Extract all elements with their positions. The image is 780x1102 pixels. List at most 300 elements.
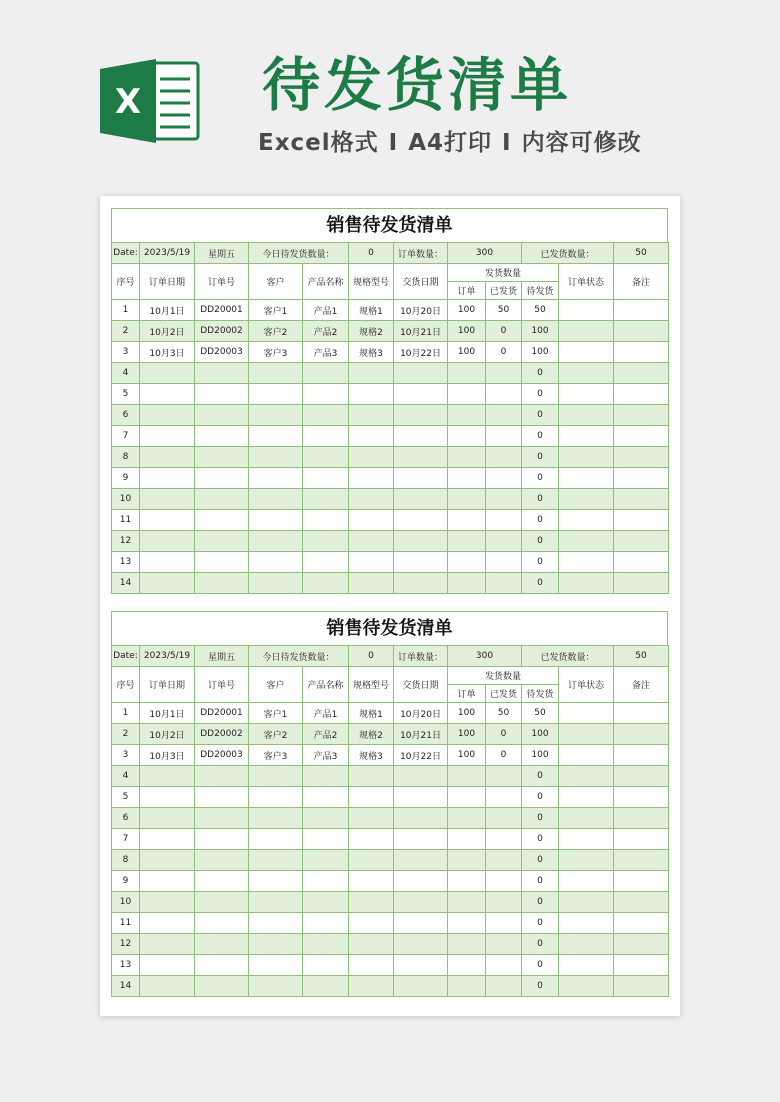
cell-qty-order[interactable] bbox=[448, 976, 486, 997]
cell-qty-order[interactable] bbox=[448, 850, 486, 871]
cell-qty-order[interactable] bbox=[448, 510, 486, 531]
order-count-value[interactable]: 300 bbox=[448, 243, 522, 264]
cell-customer[interactable] bbox=[249, 552, 303, 573]
cell-customer[interactable] bbox=[249, 934, 303, 955]
cell-qty-order[interactable] bbox=[448, 489, 486, 510]
cell-status[interactable] bbox=[559, 384, 614, 405]
cell-order-date[interactable] bbox=[140, 955, 195, 976]
cell-spec[interactable] bbox=[349, 447, 394, 468]
cell-order-date[interactable] bbox=[140, 384, 195, 405]
cell-order-date[interactable]: 10月3日 bbox=[140, 745, 195, 766]
cell-spec[interactable] bbox=[349, 426, 394, 447]
cell-delivery[interactable] bbox=[394, 934, 448, 955]
cell-spec[interactable] bbox=[349, 892, 394, 913]
cell-customer[interactable] bbox=[249, 913, 303, 934]
cell-spec[interactable] bbox=[349, 808, 394, 829]
cell-remark[interactable] bbox=[614, 724, 669, 745]
cell-order-date[interactable] bbox=[140, 871, 195, 892]
cell-product[interactable] bbox=[303, 426, 349, 447]
cell-status[interactable] bbox=[559, 745, 614, 766]
cell-customer[interactable]: 客户3 bbox=[249, 745, 303, 766]
cell-order-no[interactable] bbox=[195, 850, 249, 871]
cell-qty-pending[interactable]: 0 bbox=[522, 787, 559, 808]
cell-qty-pending[interactable]: 0 bbox=[522, 573, 559, 594]
cell-order-date[interactable] bbox=[140, 976, 195, 997]
cell-qty-pending[interactable]: 50 bbox=[522, 703, 559, 724]
cell-customer[interactable] bbox=[249, 955, 303, 976]
cell-qty-order[interactable] bbox=[448, 913, 486, 934]
cell-product[interactable] bbox=[303, 871, 349, 892]
cell-order-date[interactable] bbox=[140, 829, 195, 850]
cell-remark[interactable] bbox=[614, 342, 669, 363]
cell-spec[interactable]: 规格2 bbox=[349, 724, 394, 745]
cell-qty-order[interactable] bbox=[448, 766, 486, 787]
cell-qty-order[interactable] bbox=[448, 468, 486, 489]
cell-qty-order[interactable] bbox=[448, 426, 486, 447]
cell-qty-shipped[interactable] bbox=[486, 787, 522, 808]
cell-delivery[interactable] bbox=[394, 384, 448, 405]
cell-qty-pending[interactable]: 0 bbox=[522, 405, 559, 426]
cell-order-no[interactable] bbox=[195, 552, 249, 573]
cell-remark[interactable] bbox=[614, 745, 669, 766]
cell-seq[interactable]: 5 bbox=[112, 384, 140, 405]
cell-remark[interactable] bbox=[614, 892, 669, 913]
cell-product[interactable] bbox=[303, 787, 349, 808]
cell-status[interactable] bbox=[559, 531, 614, 552]
cell-qty-shipped[interactable] bbox=[486, 405, 522, 426]
cell-qty-order[interactable] bbox=[448, 405, 486, 426]
cell-qty-pending[interactable]: 0 bbox=[522, 489, 559, 510]
cell-order-date[interactable] bbox=[140, 787, 195, 808]
cell-seq[interactable]: 8 bbox=[112, 447, 140, 468]
cell-spec[interactable] bbox=[349, 468, 394, 489]
cell-customer[interactable] bbox=[249, 787, 303, 808]
cell-order-no[interactable] bbox=[195, 531, 249, 552]
cell-product[interactable] bbox=[303, 405, 349, 426]
cell-order-no[interactable]: DD20003 bbox=[195, 745, 249, 766]
cell-remark[interactable] bbox=[614, 976, 669, 997]
cell-product[interactable] bbox=[303, 934, 349, 955]
cell-delivery[interactable] bbox=[394, 531, 448, 552]
cell-qty-shipped[interactable]: 0 bbox=[486, 321, 522, 342]
cell-qty-pending[interactable]: 0 bbox=[522, 892, 559, 913]
cell-qty-shipped[interactable]: 0 bbox=[486, 724, 522, 745]
cell-qty-shipped[interactable] bbox=[486, 552, 522, 573]
cell-status[interactable] bbox=[559, 934, 614, 955]
cell-qty-order[interactable] bbox=[448, 934, 486, 955]
cell-status[interactable] bbox=[559, 766, 614, 787]
cell-order-no[interactable] bbox=[195, 787, 249, 808]
cell-customer[interactable]: 客户1 bbox=[249, 300, 303, 321]
cell-product[interactable] bbox=[303, 531, 349, 552]
cell-qty-shipped[interactable] bbox=[486, 363, 522, 384]
cell-order-date[interactable] bbox=[140, 363, 195, 384]
cell-remark[interactable] bbox=[614, 913, 669, 934]
cell-spec[interactable] bbox=[349, 573, 394, 594]
cell-qty-order[interactable] bbox=[448, 955, 486, 976]
cell-qty-shipped[interactable] bbox=[486, 934, 522, 955]
cell-spec[interactable] bbox=[349, 829, 394, 850]
cell-remark[interactable] bbox=[614, 447, 669, 468]
cell-order-date[interactable] bbox=[140, 447, 195, 468]
cell-qty-shipped[interactable] bbox=[486, 976, 522, 997]
cell-delivery[interactable] bbox=[394, 787, 448, 808]
cell-status[interactable] bbox=[559, 573, 614, 594]
cell-delivery[interactable]: 10月20日 bbox=[394, 703, 448, 724]
cell-qty-pending[interactable]: 50 bbox=[522, 300, 559, 321]
cell-status[interactable] bbox=[559, 787, 614, 808]
cell-product[interactable] bbox=[303, 892, 349, 913]
cell-qty-order[interactable] bbox=[448, 787, 486, 808]
today-pending-value[interactable]: 0 bbox=[349, 243, 394, 264]
cell-remark[interactable] bbox=[614, 955, 669, 976]
cell-spec[interactable] bbox=[349, 552, 394, 573]
cell-remark[interactable] bbox=[614, 829, 669, 850]
cell-qty-shipped[interactable] bbox=[486, 510, 522, 531]
cell-qty-pending[interactable]: 0 bbox=[522, 934, 559, 955]
cell-order-date[interactable] bbox=[140, 405, 195, 426]
cell-qty-pending[interactable]: 0 bbox=[522, 829, 559, 850]
cell-status[interactable] bbox=[559, 489, 614, 510]
cell-qty-shipped[interactable] bbox=[486, 468, 522, 489]
cell-delivery[interactable] bbox=[394, 913, 448, 934]
cell-order-date[interactable] bbox=[140, 426, 195, 447]
cell-qty-shipped[interactable] bbox=[486, 829, 522, 850]
cell-remark[interactable] bbox=[614, 321, 669, 342]
cell-seq[interactable]: 10 bbox=[112, 489, 140, 510]
cell-status[interactable] bbox=[559, 447, 614, 468]
cell-product[interactable]: 产品3 bbox=[303, 342, 349, 363]
cell-customer[interactable] bbox=[249, 489, 303, 510]
cell-seq[interactable]: 8 bbox=[112, 850, 140, 871]
cell-status[interactable] bbox=[559, 976, 614, 997]
cell-spec[interactable]: 规格2 bbox=[349, 321, 394, 342]
cell-qty-pending[interactable]: 0 bbox=[522, 426, 559, 447]
cell-seq[interactable]: 13 bbox=[112, 552, 140, 573]
cell-status[interactable] bbox=[559, 871, 614, 892]
cell-qty-pending[interactable]: 0 bbox=[522, 510, 559, 531]
cell-delivery[interactable] bbox=[394, 573, 448, 594]
today-pending-value[interactable]: 0 bbox=[349, 646, 394, 667]
cell-qty-order[interactable] bbox=[448, 531, 486, 552]
cell-qty-shipped[interactable]: 0 bbox=[486, 745, 522, 766]
cell-qty-pending[interactable]: 0 bbox=[522, 552, 559, 573]
cell-order-date[interactable] bbox=[140, 808, 195, 829]
cell-remark[interactable] bbox=[614, 573, 669, 594]
cell-customer[interactable] bbox=[249, 447, 303, 468]
cell-spec[interactable] bbox=[349, 531, 394, 552]
cell-delivery[interactable] bbox=[394, 552, 448, 573]
cell-qty-order[interactable] bbox=[448, 573, 486, 594]
cell-order-no[interactable] bbox=[195, 976, 249, 997]
cell-qty-pending[interactable]: 0 bbox=[522, 976, 559, 997]
cell-remark[interactable] bbox=[614, 426, 669, 447]
cell-remark[interactable] bbox=[614, 510, 669, 531]
cell-order-date[interactable]: 10月2日 bbox=[140, 321, 195, 342]
cell-seq[interactable]: 10 bbox=[112, 892, 140, 913]
cell-qty-order[interactable] bbox=[448, 552, 486, 573]
cell-seq[interactable]: 4 bbox=[112, 766, 140, 787]
cell-order-date[interactable] bbox=[140, 573, 195, 594]
cell-qty-order[interactable] bbox=[448, 384, 486, 405]
cell-customer[interactable] bbox=[249, 766, 303, 787]
cell-delivery[interactable] bbox=[394, 829, 448, 850]
cell-remark[interactable] bbox=[614, 703, 669, 724]
cell-spec[interactable] bbox=[349, 955, 394, 976]
cell-delivery[interactable]: 10月22日 bbox=[394, 745, 448, 766]
cell-order-no[interactable] bbox=[195, 468, 249, 489]
cell-qty-shipped[interactable] bbox=[486, 913, 522, 934]
cell-spec[interactable] bbox=[349, 976, 394, 997]
shipped-count-value[interactable]: 50 bbox=[614, 646, 669, 667]
cell-customer[interactable] bbox=[249, 531, 303, 552]
cell-status[interactable] bbox=[559, 363, 614, 384]
cell-seq[interactable]: 4 bbox=[112, 363, 140, 384]
cell-qty-shipped[interactable] bbox=[486, 850, 522, 871]
shipped-count-value[interactable]: 50 bbox=[614, 243, 669, 264]
cell-order-no[interactable] bbox=[195, 913, 249, 934]
cell-delivery[interactable]: 10月21日 bbox=[394, 321, 448, 342]
cell-qty-pending[interactable]: 0 bbox=[522, 531, 559, 552]
cell-qty-shipped[interactable] bbox=[486, 808, 522, 829]
cell-qty-pending[interactable]: 0 bbox=[522, 384, 559, 405]
cell-order-date[interactable] bbox=[140, 913, 195, 934]
cell-status[interactable] bbox=[559, 426, 614, 447]
cell-product[interactable]: 产品3 bbox=[303, 745, 349, 766]
cell-seq[interactable]: 6 bbox=[112, 405, 140, 426]
cell-delivery[interactable] bbox=[394, 468, 448, 489]
cell-qty-pending[interactable]: 100 bbox=[522, 321, 559, 342]
cell-customer[interactable] bbox=[249, 829, 303, 850]
cell-product[interactable] bbox=[303, 384, 349, 405]
cell-seq[interactable]: 14 bbox=[112, 573, 140, 594]
cell-product[interactable] bbox=[303, 808, 349, 829]
cell-seq[interactable]: 3 bbox=[112, 342, 140, 363]
cell-spec[interactable] bbox=[349, 405, 394, 426]
cell-spec[interactable] bbox=[349, 363, 394, 384]
cell-remark[interactable] bbox=[614, 552, 669, 573]
cell-qty-pending[interactable]: 100 bbox=[522, 745, 559, 766]
cell-status[interactable] bbox=[559, 468, 614, 489]
cell-remark[interactable] bbox=[614, 405, 669, 426]
cell-qty-pending[interactable]: 0 bbox=[522, 363, 559, 384]
cell-qty-shipped[interactable]: 50 bbox=[486, 300, 522, 321]
cell-delivery[interactable] bbox=[394, 510, 448, 531]
cell-order-no[interactable]: DD20001 bbox=[195, 300, 249, 321]
cell-customer[interactable] bbox=[249, 892, 303, 913]
cell-qty-shipped[interactable]: 0 bbox=[486, 342, 522, 363]
cell-order-date[interactable]: 10月1日 bbox=[140, 300, 195, 321]
cell-remark[interactable] bbox=[614, 300, 669, 321]
cell-order-no[interactable] bbox=[195, 447, 249, 468]
cell-spec[interactable]: 规格1 bbox=[349, 300, 394, 321]
cell-status[interactable] bbox=[559, 552, 614, 573]
cell-spec[interactable]: 规格1 bbox=[349, 703, 394, 724]
cell-product[interactable] bbox=[303, 829, 349, 850]
cell-seq[interactable]: 3 bbox=[112, 745, 140, 766]
cell-order-date[interactable]: 10月2日 bbox=[140, 724, 195, 745]
cell-product[interactable] bbox=[303, 510, 349, 531]
cell-qty-pending[interactable]: 0 bbox=[522, 447, 559, 468]
cell-order-no[interactable] bbox=[195, 955, 249, 976]
cell-qty-pending[interactable]: 0 bbox=[522, 913, 559, 934]
cell-remark[interactable] bbox=[614, 531, 669, 552]
cell-product[interactable] bbox=[303, 468, 349, 489]
cell-seq[interactable]: 7 bbox=[112, 426, 140, 447]
cell-seq[interactable]: 9 bbox=[112, 871, 140, 892]
cell-product[interactable]: 产品1 bbox=[303, 703, 349, 724]
cell-product[interactable]: 产品2 bbox=[303, 321, 349, 342]
cell-seq[interactable]: 12 bbox=[112, 531, 140, 552]
cell-qty-order[interactable]: 100 bbox=[448, 745, 486, 766]
cell-delivery[interactable] bbox=[394, 447, 448, 468]
cell-customer[interactable] bbox=[249, 573, 303, 594]
cell-customer[interactable] bbox=[249, 405, 303, 426]
cell-qty-shipped[interactable] bbox=[486, 892, 522, 913]
cell-qty-order[interactable]: 100 bbox=[448, 300, 486, 321]
cell-remark[interactable] bbox=[614, 934, 669, 955]
cell-order-no[interactable] bbox=[195, 405, 249, 426]
cell-qty-shipped[interactable]: 50 bbox=[486, 703, 522, 724]
cell-remark[interactable] bbox=[614, 766, 669, 787]
cell-product[interactable] bbox=[303, 447, 349, 468]
cell-customer[interactable] bbox=[249, 510, 303, 531]
cell-qty-order[interactable] bbox=[448, 871, 486, 892]
cell-seq[interactable]: 13 bbox=[112, 955, 140, 976]
cell-order-date[interactable]: 10月3日 bbox=[140, 342, 195, 363]
cell-seq[interactable]: 5 bbox=[112, 787, 140, 808]
date-value[interactable]: 2023/5/19 bbox=[140, 646, 195, 667]
cell-qty-pending[interactable]: 100 bbox=[522, 342, 559, 363]
cell-remark[interactable] bbox=[614, 850, 669, 871]
cell-spec[interactable] bbox=[349, 913, 394, 934]
cell-order-no[interactable] bbox=[195, 871, 249, 892]
cell-qty-pending[interactable]: 0 bbox=[522, 871, 559, 892]
cell-qty-shipped[interactable] bbox=[486, 489, 522, 510]
cell-delivery[interactable] bbox=[394, 808, 448, 829]
date-value[interactable]: 2023/5/19 bbox=[140, 243, 195, 264]
cell-spec[interactable] bbox=[349, 510, 394, 531]
cell-spec[interactable] bbox=[349, 384, 394, 405]
cell-customer[interactable] bbox=[249, 850, 303, 871]
cell-seq[interactable]: 12 bbox=[112, 934, 140, 955]
cell-delivery[interactable] bbox=[394, 426, 448, 447]
cell-delivery[interactable] bbox=[394, 489, 448, 510]
cell-spec[interactable] bbox=[349, 871, 394, 892]
cell-remark[interactable] bbox=[614, 808, 669, 829]
cell-status[interactable] bbox=[559, 703, 614, 724]
cell-product[interactable] bbox=[303, 850, 349, 871]
cell-customer[interactable]: 客户2 bbox=[249, 724, 303, 745]
cell-status[interactable] bbox=[559, 300, 614, 321]
cell-qty-order[interactable] bbox=[448, 447, 486, 468]
cell-seq[interactable]: 9 bbox=[112, 468, 140, 489]
cell-seq[interactable]: 1 bbox=[112, 300, 140, 321]
cell-order-no[interactable] bbox=[195, 489, 249, 510]
cell-delivery[interactable]: 10月21日 bbox=[394, 724, 448, 745]
cell-delivery[interactable] bbox=[394, 892, 448, 913]
cell-product[interactable]: 产品2 bbox=[303, 724, 349, 745]
cell-spec[interactable] bbox=[349, 934, 394, 955]
cell-order-no[interactable] bbox=[195, 573, 249, 594]
cell-order-date[interactable] bbox=[140, 468, 195, 489]
cell-order-no[interactable]: DD20002 bbox=[195, 724, 249, 745]
cell-product[interactable] bbox=[303, 363, 349, 384]
cell-status[interactable] bbox=[559, 892, 614, 913]
cell-qty-order[interactable] bbox=[448, 892, 486, 913]
cell-qty-order[interactable] bbox=[448, 808, 486, 829]
cell-customer[interactable] bbox=[249, 976, 303, 997]
cell-order-no[interactable]: DD20002 bbox=[195, 321, 249, 342]
cell-order-date[interactable] bbox=[140, 766, 195, 787]
cell-customer[interactable] bbox=[249, 871, 303, 892]
cell-order-no[interactable] bbox=[195, 808, 249, 829]
cell-qty-shipped[interactable] bbox=[486, 531, 522, 552]
cell-order-date[interactable] bbox=[140, 510, 195, 531]
cell-remark[interactable] bbox=[614, 363, 669, 384]
cell-order-no[interactable] bbox=[195, 363, 249, 384]
cell-qty-shipped[interactable] bbox=[486, 447, 522, 468]
cell-customer[interactable] bbox=[249, 808, 303, 829]
cell-delivery[interactable] bbox=[394, 405, 448, 426]
cell-order-no[interactable]: DD20001 bbox=[195, 703, 249, 724]
cell-order-no[interactable] bbox=[195, 934, 249, 955]
cell-status[interactable] bbox=[559, 405, 614, 426]
cell-product[interactable] bbox=[303, 552, 349, 573]
cell-order-no[interactable]: DD20003 bbox=[195, 342, 249, 363]
cell-status[interactable] bbox=[559, 342, 614, 363]
cell-status[interactable] bbox=[559, 913, 614, 934]
cell-customer[interactable]: 客户3 bbox=[249, 342, 303, 363]
cell-delivery[interactable] bbox=[394, 850, 448, 871]
cell-qty-order[interactable]: 100 bbox=[448, 342, 486, 363]
cell-status[interactable] bbox=[559, 321, 614, 342]
cell-customer[interactable] bbox=[249, 468, 303, 489]
cell-qty-shipped[interactable] bbox=[486, 573, 522, 594]
cell-remark[interactable] bbox=[614, 468, 669, 489]
cell-spec[interactable]: 规格3 bbox=[349, 342, 394, 363]
cell-product[interactable] bbox=[303, 955, 349, 976]
cell-qty-order[interactable]: 100 bbox=[448, 321, 486, 342]
cell-spec[interactable]: 规格3 bbox=[349, 745, 394, 766]
cell-qty-pending[interactable]: 0 bbox=[522, 808, 559, 829]
cell-delivery[interactable] bbox=[394, 955, 448, 976]
cell-seq[interactable]: 11 bbox=[112, 913, 140, 934]
cell-order-no[interactable] bbox=[195, 766, 249, 787]
cell-customer[interactable]: 客户1 bbox=[249, 703, 303, 724]
cell-delivery[interactable] bbox=[394, 766, 448, 787]
cell-qty-pending[interactable]: 0 bbox=[522, 850, 559, 871]
weekday-value[interactable]: 星期五 bbox=[195, 243, 249, 264]
cell-qty-order[interactable] bbox=[448, 363, 486, 384]
cell-delivery[interactable] bbox=[394, 363, 448, 384]
cell-delivery[interactable]: 10月22日 bbox=[394, 342, 448, 363]
cell-spec[interactable] bbox=[349, 787, 394, 808]
cell-product[interactable] bbox=[303, 573, 349, 594]
cell-product[interactable] bbox=[303, 976, 349, 997]
cell-remark[interactable] bbox=[614, 489, 669, 510]
cell-order-no[interactable] bbox=[195, 829, 249, 850]
order-count-value[interactable]: 300 bbox=[448, 646, 522, 667]
cell-status[interactable] bbox=[559, 829, 614, 850]
cell-order-date[interactable] bbox=[140, 892, 195, 913]
cell-qty-shipped[interactable] bbox=[486, 766, 522, 787]
cell-order-date[interactable] bbox=[140, 489, 195, 510]
cell-product[interactable] bbox=[303, 489, 349, 510]
cell-qty-shipped[interactable] bbox=[486, 871, 522, 892]
cell-delivery[interactable]: 10月20日 bbox=[394, 300, 448, 321]
cell-product[interactable] bbox=[303, 766, 349, 787]
